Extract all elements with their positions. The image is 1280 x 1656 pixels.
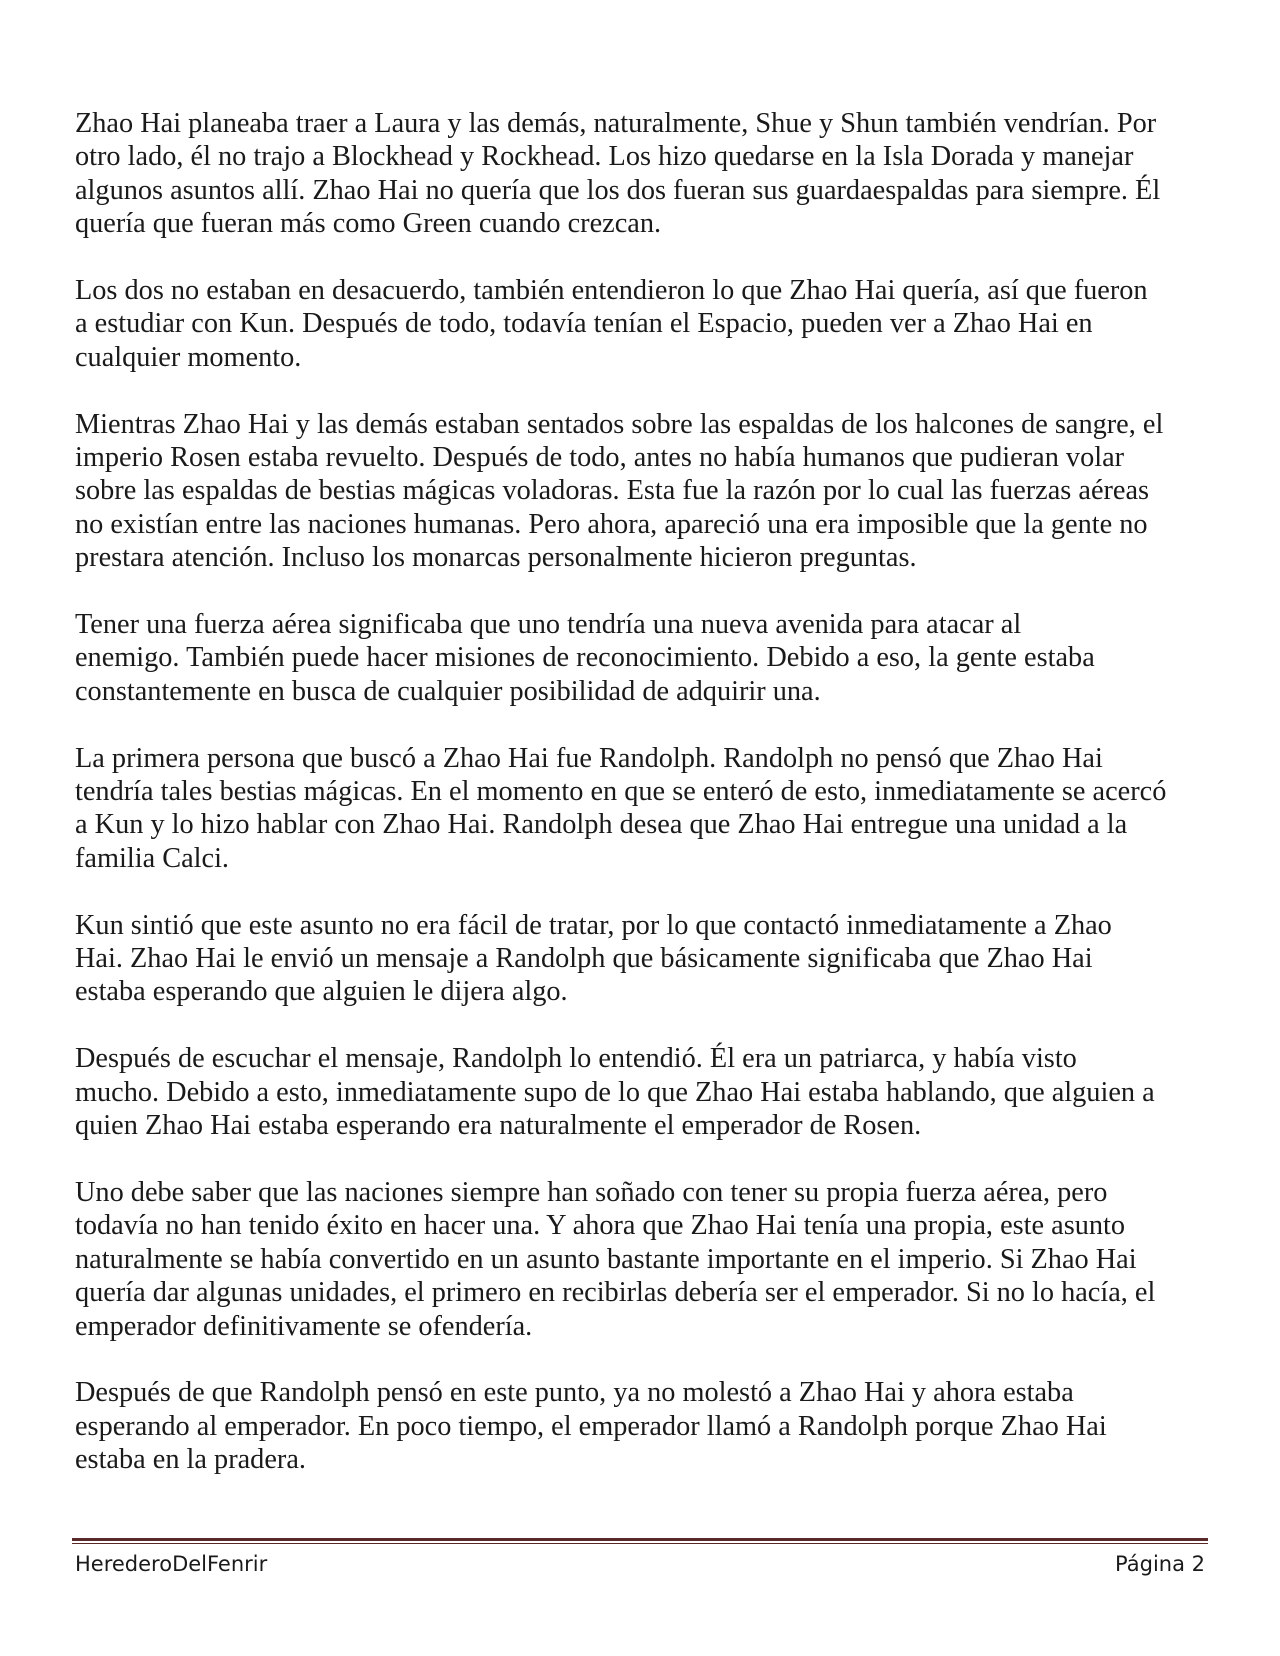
paragraph-9: Después de que Randolph pensó en este punto, ya no molestó a Zhao Hai y ahora estaba esperando al emperador. En poco tiempo, el emperador llamó a Randolph porque Zhao Hai estaba en la pradera. (75, 1377, 1107, 1476)
footer-page-number: Página 2 (1115, 1552, 1205, 1576)
paragraph-5: La primera persona que buscó a Zhao Hai fue Randolph. Randolph no pensó que Zhao Hai tendría tales bestias mágicas. En el momento en que se enteró de esto, inmediatamente se acercó a Kun y lo hizo hablar con Zhao Hai. Randolph desea que Zhao Hai entregue una unidad a la familia Calci. (75, 742, 1167, 874)
paragraph-2: Los dos no estaban en desacuerdo, también entendieron lo que Zhao Hai quería, así que fueron a estudiar con Kun. Después de todo, todavía tenían el Espacio, pueden ver a Zhao Hai en cualquier momento. (75, 275, 1148, 373)
paragraph-3: Mientras Zhao Hai y las demás estaban sentados sobre las espaldas de los halcones de sangre, el imperio Rosen estaba revuelto. Después de todo, antes no había humanos que pudieran volar sobre las espaldas de bestias mágicas voladoras. Esta fue la razón por lo cual las fuerzas aéreas no existían entre las naciones humanas. Pero ahora, apareció una era imposible que la gente no prestara atención. Incluso los monarcas personalmente hicieron preguntas. (75, 408, 1164, 574)
paragraph-8: Uno debe saber que las naciones siempre han soñado con tener su propia fuerza aérea, pero todavía no han tenido éxito en hacer una. Y ahora que Zhao Hai tenía una propia, este asunto naturalmente se había convertido en un asunto bastante importante en el imperio. Si Zhao Hai quería dar algunas unidades, el primero en recibirlas debería ser el emperador. Si no lo hacía, el emperador definitivamente se ofendería. (75, 1176, 1156, 1342)
paragraph-7: Después de escuchar el mensaje, Randolph lo entendió. Él era un patriarca, y había visto mucho. Debido a esto, inmediatamente supo de lo que Zhao Hai estaba hablando, que alguien a quien Zhao Hai estaba esperando era naturalmente el emperador de Rosen. (75, 1043, 1155, 1142)
paragraph-1: Zhao Hai planeaba traer a Laura y las demás, naturalmente, Shue y Shun también vendrían. Por otro lado, él no trajo a Blockhead y Rockhead. Los hizo quedarse en la Isla Dorada y manejar algunos asuntos allí. Zhao Hai no quería que los dos fueran sus guardaespaldas para siempre. Él quería que fueran más como Green cuando crezcan. (75, 108, 1161, 240)
paragraph-6: Kun sintió que este asunto no era fácil de tratar, por lo que contactó inmediatamente a Zhao Hai. Zhao Hai le envió un mensaje a Randolph que básicamente significaba que Zhao Hai estaba esperando que alguien le dijera algo. (75, 909, 1112, 1008)
body-text (75, 107, 1205, 1510)
paragraph-4: Tener una fuerza aérea significaba que uno tendría una nueva avenida para atacar al enemigo. También puede hacer misiones de reconocimiento. Debido a eso, la gente estaba constantemente en busca de cualquier posibilidad de adquirir una. (75, 609, 1095, 707)
footer-author: HerederoDelFenrir (75, 1552, 268, 1576)
footer-divider (72, 1538, 1208, 1544)
